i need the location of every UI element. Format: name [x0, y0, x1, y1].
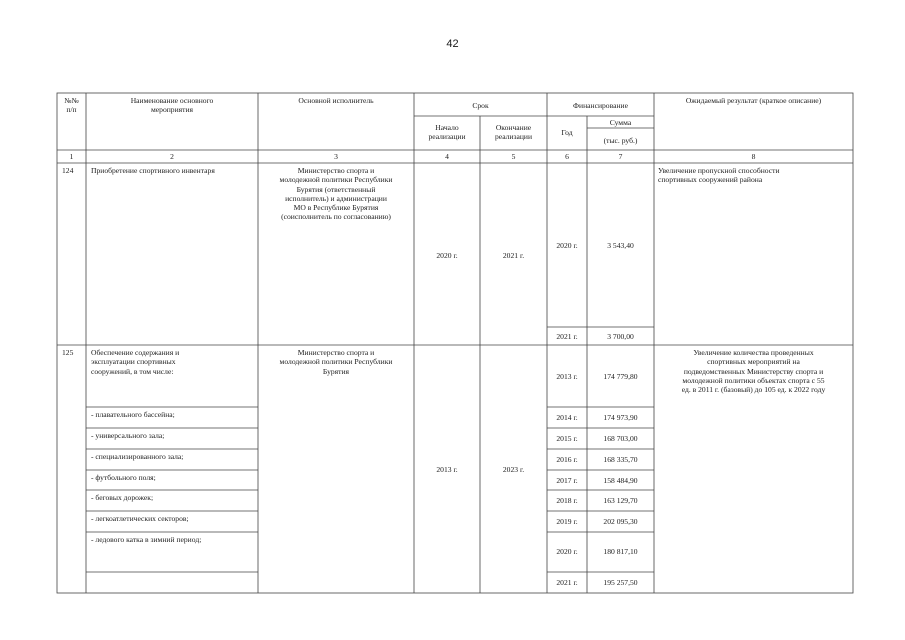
header-result: Ожидаемый результат (краткое описание) — [685, 96, 822, 105]
funding-sum: 180 817,10 — [603, 547, 638, 556]
header-financing: Финансирование — [573, 101, 628, 110]
sub-item: - легкоатлетических секторов; — [91, 514, 189, 523]
funding-sum: 168 335,70 — [603, 455, 638, 464]
header-year: Год — [561, 128, 573, 137]
index-cell: 2 — [170, 152, 174, 161]
funding-year: 2019 г. — [556, 517, 578, 526]
header-sum: Сумма — [609, 118, 632, 127]
header-executor: Основной исполнитель — [298, 96, 374, 105]
funding-year: 2016 г. — [556, 455, 578, 464]
funding-year: 2021 г. — [556, 332, 578, 341]
sub-item: - ледового катка в зимний период; — [91, 535, 202, 544]
index-cell: 7 — [618, 152, 623, 161]
row-executor: Министерство спорта и молодежной политики Республики Бурятия — [279, 348, 393, 376]
funding-sum: 202 095,30 — [603, 517, 638, 526]
index-cell: 8 — [751, 152, 756, 161]
index-cell: 5 — [511, 152, 516, 161]
header-term: Срок — [472, 101, 489, 110]
funding-year: 2021 г. — [556, 578, 578, 587]
header-end: Окончание реализации — [494, 123, 533, 142]
index-cell: 3 — [334, 152, 338, 161]
row-name: Приобретение спортивного инвентаря — [91, 166, 215, 175]
row-end: 2021 г. — [502, 251, 525, 260]
row-executor: Министерство спорта и молодежной политики Республики Бурятия (ответственный исполнитель) и администрации МО в Республике Бурятия (соисполнитель по согласованию) — [279, 166, 393, 222]
funding-year: 2013 г. — [556, 372, 578, 381]
row-start: 2020 г. — [436, 251, 458, 260]
funding-sum: 168 703,00 — [603, 434, 638, 443]
funding-year: 2020 г. — [556, 241, 578, 250]
header-sum-unit: (тыс. руб.) — [603, 136, 638, 145]
header-num: №№ п/п — [64, 96, 79, 115]
page-number: 42 — [446, 38, 459, 50]
sub-item: - футбольного поля; — [91, 473, 156, 482]
index-cell: 1 — [69, 152, 74, 161]
funding-year: 2015 г. — [556, 434, 578, 443]
index-cell: 4 — [445, 152, 449, 161]
funding-year: 2017 г. — [556, 476, 578, 485]
funding-sum: 158 484,90 — [603, 476, 638, 485]
funding-sum: 3 700,00 — [607, 332, 634, 341]
sub-item: - универсального зала; — [91, 431, 165, 440]
header-name: Наименование основного мероприятия — [130, 96, 214, 115]
funding-sum: 174 779,80 — [603, 372, 638, 381]
row-end: 2023 г. — [502, 465, 525, 474]
row-number: 124 — [62, 166, 74, 175]
row-name: Обеспечение содержания и эксплуатации спортивных сооружений, в том числе: — [91, 348, 180, 376]
funding-sum: 163 129,70 — [603, 496, 638, 505]
header-start: Начало реализации — [428, 123, 466, 142]
sub-item: - беговых дорожек; — [91, 493, 154, 502]
funding-sum: 195 257,50 — [603, 578, 638, 587]
row-result: Увеличение количества проведенных спортивных мероприятий на подведомственных Министерству спорта и молодежной политики объектах спорта с 55 ед. в 2011 г. (базовый) до 105 ед. к 2022 году — [681, 348, 826, 395]
row-number: 125 — [62, 348, 74, 357]
funding-year: 2014 г. — [556, 413, 578, 422]
index-cell: 6 — [565, 152, 569, 161]
funding-year: 2020 г. — [556, 547, 578, 556]
row-result: Увеличение пропускной способности спортивных сооружений района — [658, 166, 780, 185]
sub-item: - специализированного зала; — [91, 452, 184, 461]
funding-sum: 174 973,90 — [603, 413, 638, 422]
funding-year: 2018 г. — [556, 496, 578, 505]
sub-item: - плавательного бассейна; — [91, 410, 175, 419]
funding-sum: 3 543,40 — [607, 241, 634, 250]
row-start: 2013 г. — [436, 465, 458, 474]
